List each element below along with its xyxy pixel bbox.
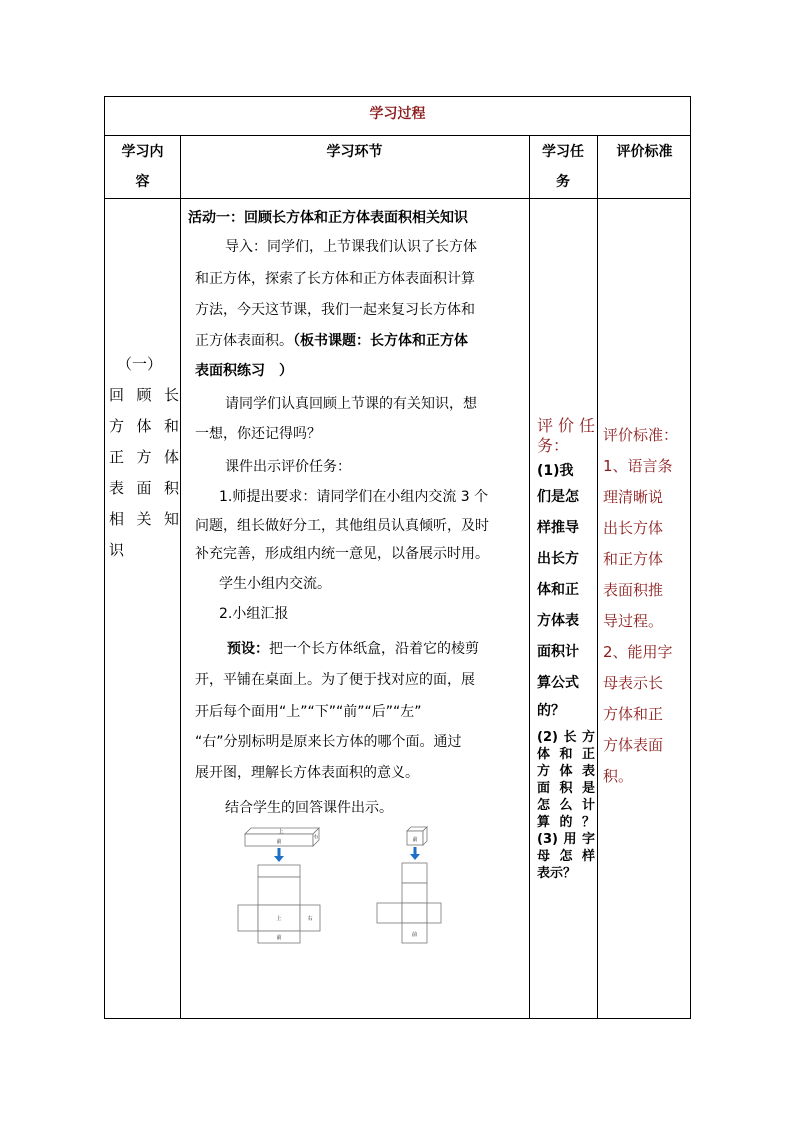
paragraph-line: 导入：同学们，上节课我们认识了长方体 (225, 239, 477, 255)
task-question: (1)我 (537, 463, 574, 479)
content-line: 表面积 (109, 479, 179, 497)
paragraph-line: 一想，你还记得吗？ (195, 426, 321, 442)
criteria-cell (603, 420, 683, 792)
content-cell (109, 349, 179, 566)
task-heading: 务： (537, 436, 570, 455)
criteria-line: 方体表面 (603, 736, 664, 754)
content-line: 识 (109, 541, 125, 559)
criteria-line: 表面积推 (603, 581, 664, 599)
net-top-label: 上 (276, 916, 282, 922)
table-title: 学习过程 (369, 106, 426, 122)
cube-net-diagram (373, 825, 443, 945)
paragraph-line: 补充完善，形成组内统一意见，以备展示时用。 (195, 546, 489, 562)
paragraph-line: 方法，今天这节课，我们一起来复习长方体和 (195, 302, 475, 318)
task-question: 方体表 (537, 613, 579, 629)
box-right-label: 右 (313, 835, 319, 840)
task-question: 出长方 (537, 551, 579, 567)
table-column-rule (180, 135, 181, 1018)
task-question: (2)长方 (537, 730, 595, 745)
content-line: 相关知 (109, 510, 179, 528)
paragraph-line: 正方体表面积。（板书课题：长方体和正方体 (195, 333, 468, 349)
paragraph-line: 预设：把一个长方体纸盒，沿着它的棱剪 (227, 641, 479, 657)
content-line: 正方体 (109, 448, 179, 466)
down-arrow-icon (410, 854, 420, 860)
paragraph-line: 开，平铺在桌面上。为了便于找对应的面，展 (195, 672, 475, 688)
task-question: 表示？ (537, 866, 577, 881)
criteria-line: 母表示长 (603, 674, 664, 692)
cuboid-net-diagram (233, 825, 333, 945)
criteria-line: 积。 (603, 767, 634, 785)
box-front-label: 前 (276, 839, 282, 845)
paragraph-line: 展开图，理解长方体表面积的意义。 (195, 765, 419, 781)
criteria-line: 2、能用字 (603, 643, 673, 661)
task-question: 母怎样 (537, 849, 595, 864)
task-question: 面积是 (537, 781, 595, 796)
task-question: (3)用字 (537, 832, 595, 847)
paragraph-line: 和正方体，探索了长方体和正方体表面积计算 (195, 271, 475, 287)
task-question: 们是怎 (537, 489, 579, 505)
header-step: 学习环节 (326, 144, 383, 160)
criteria-line: 和正方体 (603, 550, 664, 568)
activity-title: 活动一：回顾长方体和正方体表面积相关知识 (188, 210, 468, 226)
net-front-label: 前 (276, 935, 282, 941)
task-question: 方体表 (537, 764, 595, 779)
criteria-line: 出长方体 (603, 519, 664, 537)
header-criteria: 评价标准 (616, 144, 673, 160)
table-rule (105, 198, 690, 199)
criteria-line: 导过程。 (603, 612, 664, 630)
criteria-line: 方体和正 (603, 705, 664, 723)
criteria-line: 1、语言条 (603, 457, 673, 475)
task-question: 的？ (537, 703, 565, 719)
content-line: 方体和 (109, 417, 179, 435)
task-question: 体和正 (537, 582, 579, 598)
task-question: 算的？ (537, 815, 595, 830)
paragraph-line: 2.小组汇报 (219, 606, 289, 622)
paragraph-line: 表面积练习 ） (195, 363, 293, 379)
paragraph-line: 请同学们认真回顾上节课的有关知识，想 (225, 396, 477, 412)
cube-net-front-label: 前 (411, 932, 418, 938)
content-line: （一） (117, 355, 163, 373)
box-top-label: 上 (278, 829, 284, 836)
paragraph-line: “右”分别标明是原来长方体的哪个面。通过 (195, 734, 462, 750)
task-question: 怎么计 (537, 798, 595, 813)
cube-front-label: 前 (412, 837, 418, 843)
task-question: 算公式 (537, 675, 579, 691)
header-content: 学习内 容 (121, 144, 164, 190)
learning-process-table (104, 96, 691, 1019)
task-question: 面积计 (537, 644, 579, 660)
criteria-line: 评价标准： (603, 426, 679, 444)
task-question: 样推导 (537, 520, 579, 536)
down-arrow-icon (274, 856, 284, 862)
task-cell (537, 416, 595, 882)
criteria-line: 理清晰说 (603, 488, 664, 506)
paragraph-line: 开后每个面用“上”“下”“前”“后”“左” (195, 704, 422, 720)
net-right-label: 右 (307, 916, 313, 922)
table-column-rule (597, 135, 598, 1018)
content-line: 回顾长 (109, 386, 179, 404)
paragraph-line: 学生小组内交流。 (219, 576, 331, 592)
paragraph-line: 问题，组长做好分工，其他组员认真倾听，及时 (195, 518, 489, 534)
table-rule (105, 135, 690, 136)
paragraph-line: 结合学生的回答课件出示。 (225, 800, 393, 816)
header-task: 学习任 务 (542, 144, 584, 190)
task-question: 体和正 (537, 747, 595, 762)
paragraph-line: 课件出示评价任务： (225, 459, 351, 475)
task-heading: 评价任 (537, 416, 595, 435)
paragraph-line: 1.师提出要求：请同学们在小组内交流 3 个 (219, 489, 489, 505)
